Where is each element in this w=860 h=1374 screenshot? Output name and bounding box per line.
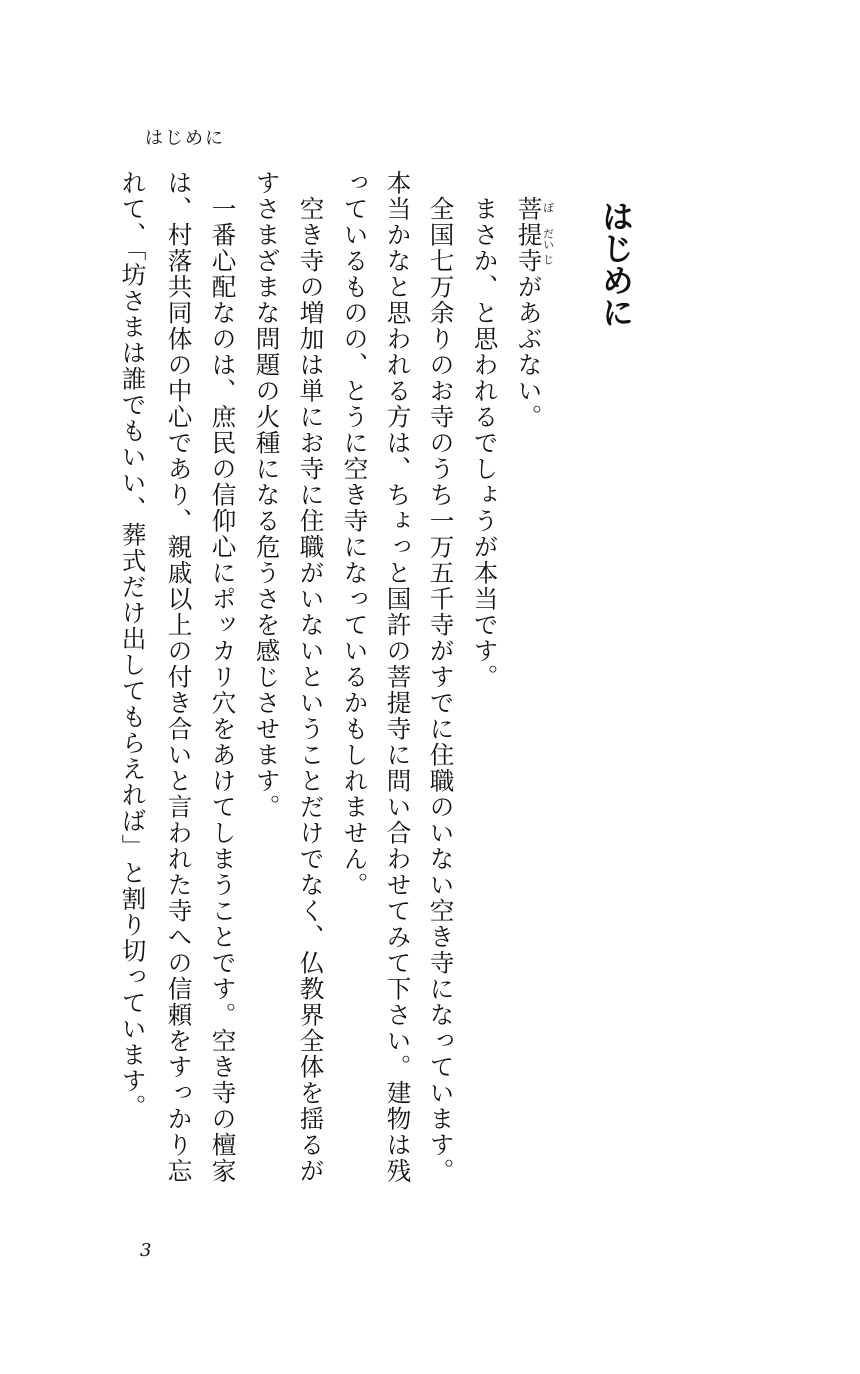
running-head xyxy=(0,124,224,152)
body-line-9: は、村落共同体の中心であり、親戚以上の付き合いと言われた寺への信頼をすっかり忘 xyxy=(164,170,194,1184)
ruby-reading-dai: だい xyxy=(541,228,555,250)
body-line-1 xyxy=(514,196,555,430)
ruby-reading-ji: じ xyxy=(541,254,555,265)
chapter-title: はじめに xyxy=(597,200,635,328)
ruby-reading-bo: ぼ xyxy=(541,202,555,213)
body-line-10: れて、「坊さまは誰でもいい、葬式だけ出してもらえれば」と割り切っています。 xyxy=(118,170,148,1120)
ruby-base-bo: 菩 ぼ xyxy=(514,196,555,222)
body-line-7: すさまざまな問題の火種になる危うさを感じさせます。 xyxy=(252,170,282,820)
body-line-5: っているものの、とうに空き寺になっているかもしれません。 xyxy=(340,170,370,898)
body-line-2: まさか、と思われるでしょうが本当です。 xyxy=(470,196,500,690)
page-number: 3 xyxy=(140,1240,152,1261)
body-line-1-rest: があぶない。 xyxy=(514,274,544,430)
body-line-3: 全国七万余りのお寺のうち一万五千寺がすでに住職のいない空き寺になっています。 xyxy=(426,196,456,1184)
body-line-4: 本当かなと思われる方は、ちょっと国許の菩提寺に問い合わせてみて下さい。建物は残 xyxy=(383,170,413,1184)
body-line-8: 一番心配なのは、庶民の信仰心にポッカリ穴をあけてしまうことです。空き寺の檀家 xyxy=(208,196,238,1184)
running-head-text: はじめに xyxy=(145,128,225,149)
body-line-6: 空き寺の増加は単にお寺に住職がいないということだけでなく、仏教界全体を揺るが xyxy=(296,196,326,1184)
ruby-base-dai: 提 だい xyxy=(514,222,555,250)
ruby-base-ji: 寺 じ xyxy=(514,248,555,274)
